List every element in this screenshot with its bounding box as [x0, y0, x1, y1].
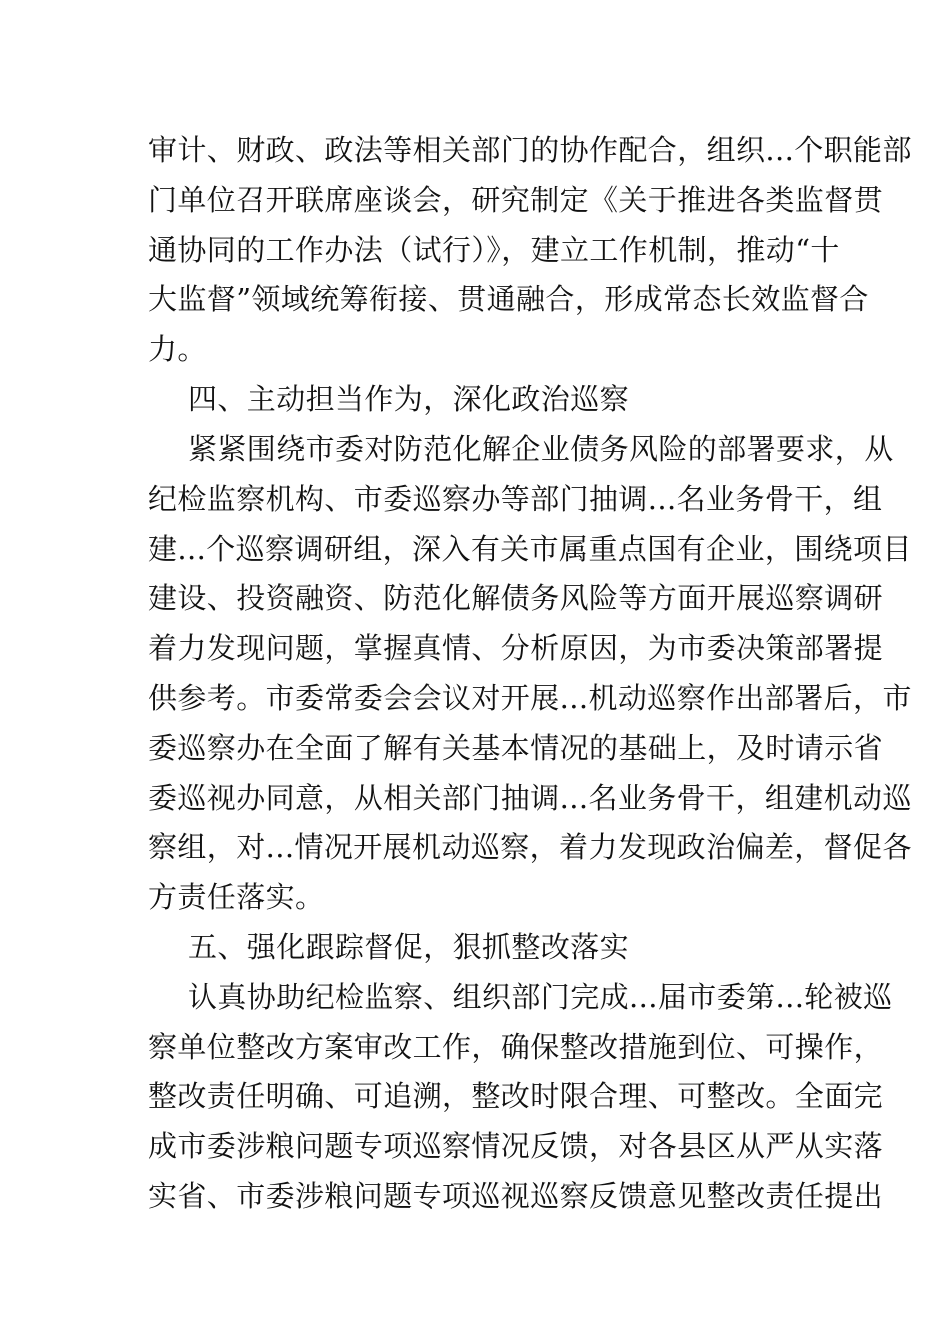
- body-text-line: 成市委涉粮问题专项巡察情况反馈，对各县区从严从实落: [148, 1129, 884, 1163]
- body-text-line: 纪检监察机构、市委巡察办等部门抽调...名业务骨干，组: [148, 482, 883, 516]
- body-text-line: 审计、财政、政法等相关部门的协作配合，组织...个职能部: [148, 133, 912, 167]
- body-text-line: 察组，对...情况开展机动巡察，着力发现政治偏差，督促各: [148, 830, 912, 864]
- body-text-line: 建...个巡察调研组，深入有关市属重点国有企业，围绕项目: [148, 532, 912, 566]
- body-text-line: 通协同的工作办法（试行）》，建立工作机制，推动“十: [148, 233, 840, 267]
- section-heading: 四、主动担当作为，深化政治巡察: [188, 382, 630, 416]
- body-text-line: 察单位整改方案审改工作，确保整改措施到位、可操作，: [148, 1030, 884, 1064]
- body-text-line: 建设、投资融资、防范化解债务风险等方面开展巡察调研: [148, 581, 884, 615]
- body-text-line: 委巡察办在全面了解有关基本情况的基础上，及时请示省: [148, 731, 884, 765]
- body-text-line: 着力发现问题，掌握真情、分析原因，为市委决策部署提: [148, 631, 884, 665]
- body-text-line: 门单位召开联席座谈会，研究制定《关于推进各类监督贯: [148, 183, 884, 217]
- body-text-line: 方责任落实。: [148, 880, 325, 914]
- body-text-line: 委巡视办同意，从相关部门抽调...名业务骨干，组建机动巡: [148, 781, 912, 815]
- body-text-line: 认真协助纪检监察、组织部门完成...届市委第...轮被巡: [188, 980, 893, 1014]
- body-text-line: 紧紧围绕市委对防范化解企业债务风险的部署要求，从: [188, 432, 894, 466]
- body-text-line: 整改责任明确、可追溯，整改时限合理、可整改。全面完: [148, 1079, 884, 1113]
- section-heading: 五、强化跟踪督促，狠抓整改落实: [188, 930, 630, 964]
- body-text-line: 实省、市委涉粮问题专项巡视巡察反馈意见整改责任提出: [148, 1179, 884, 1213]
- body-text-line: 供参考。市委常委会会议对开展...机动巡察作出部署后，市: [148, 681, 912, 715]
- body-text-line: 大监督”领域统筹衔接、贯通融合，形成常态长效监督合: [148, 282, 869, 316]
- body-text-line: 力。: [148, 332, 207, 366]
